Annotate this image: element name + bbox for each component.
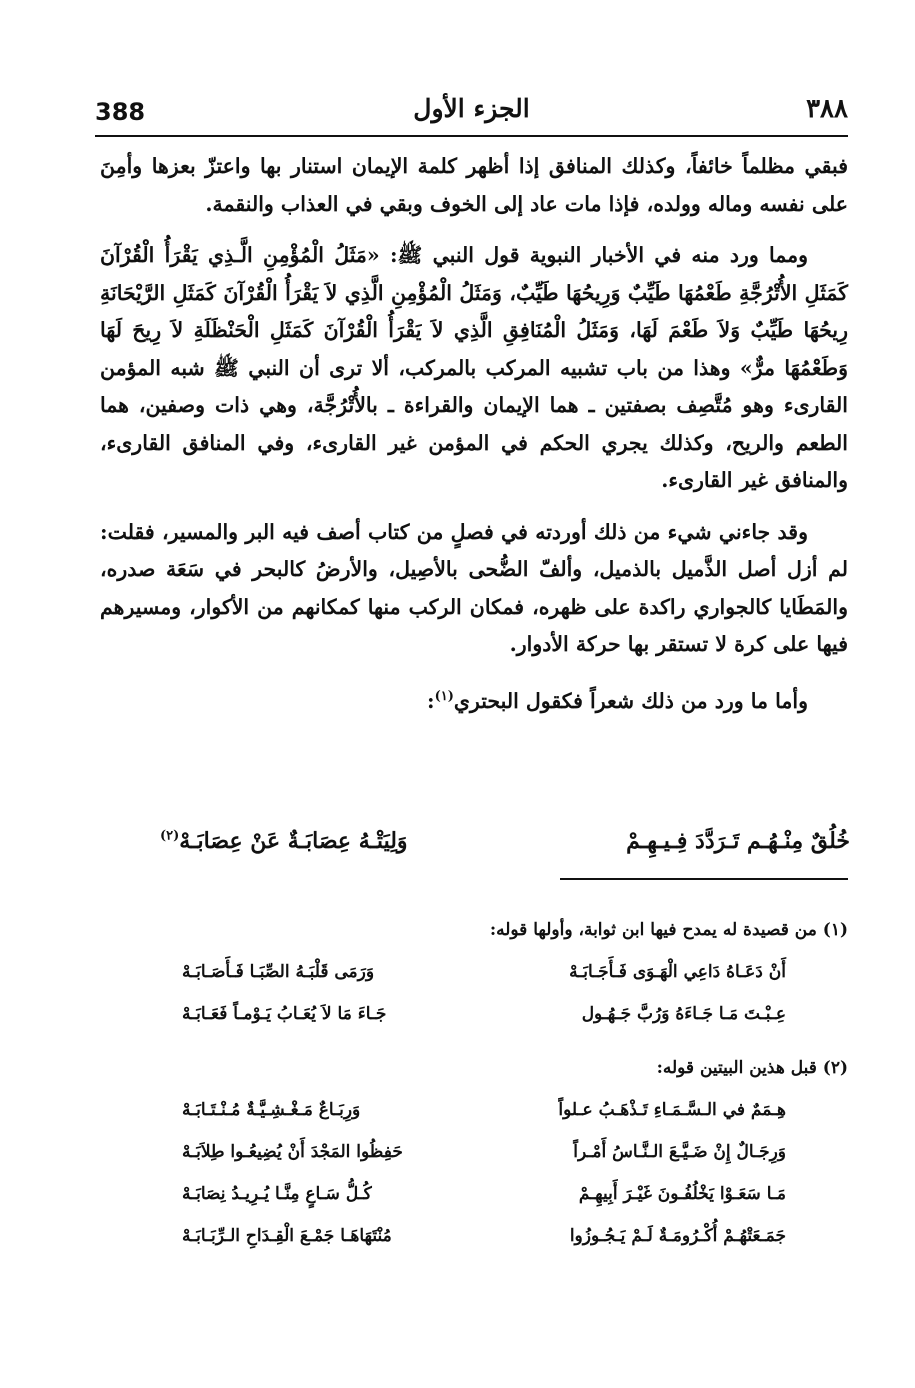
verse-line bbox=[100, 954, 848, 996]
footnote-rule bbox=[560, 878, 848, 880]
paragraph-2: ومما ورد منه في الأخبار النبوية قول النبي ﷺ: «مَثَلُ الْمُؤْمِنِ الَّـذِي يَقْرَأُ الْقُرْآنَ كَمَثَلِ الأُتْرُجَّةِ طَعْمُهَا طَيِّبٌ وَرِيحُهَا طَيِّبٌ، وَمَثَلُ الْمُؤْمِنِ الَّذِي لاَ يَقْرَأُ الْقُرْآنَ كَمَثَلِ الرَّيْحَانَةِ رِيحُهَا طَيِّبٌ وَلاَ طَعْمَ لَهَا، وَمَثَلُ الْمُنَافِقِ الَّذِي لاَ يَقْرَأُ الْقُرْآنَ كَمَثَلِ الْحَنْظَلَةِ لاَ رِيحَ لَهَا وَطَعْمُهَا مرٌّ» وهذا من باب تشبيه المركب بالمركب، ألا ترى أن النبي ﷺ شبه المؤمن القارىء وهو مُتَّصِف بصفتين ـ هما الإيمان والقراءة ـ بالأُتْرُجَّة، وهي ذات وصفين، هما الطعم والريح، وكذلك يجري الحكم في المؤمن غير القارىء، وفي المنافق القارىء، والمنافق غير القارىء. bbox=[100, 243, 848, 492]
footnote-ref-2: (٢) bbox=[160, 828, 180, 844]
page-number-latin: 388 bbox=[95, 98, 146, 126]
verse-hemistich-2: مُنْتَهَاهَـا جَمْـعَ الْقِـدَاحِ الـرِّبَـابَـهْ bbox=[182, 1226, 392, 1246]
verse-hemistich-2 bbox=[160, 828, 408, 854]
verse-line bbox=[100, 1218, 848, 1260]
verse-line bbox=[100, 1176, 848, 1218]
verse-hemistich-2: جَـاءَ مَا لاَ يُعَـابُ يَـوْمـاً فَعَـابَـهْ bbox=[182, 1004, 387, 1024]
verse-hemistich-1: هِـمَمٌ في الـسَّـمَـاءِ تَـذْهَـبُ عـلواً bbox=[558, 1100, 786, 1120]
verse-hemistich-1: عِـبْـتَ مَـا جَـاءَهُ وَرُبَّ جَـهُـول bbox=[581, 1004, 786, 1024]
verse-hemistich-2-text: وَلِيَتْـهُ عِصَابَـةٌ عَنْ عِصَابَـهْ bbox=[179, 828, 408, 854]
footnote-2-verses bbox=[100, 1092, 848, 1260]
verse-hemistich-2: كُـلُّ سَـاعٍ مِنَّـا يُـرِيـدُ نِصَابَـهْ bbox=[182, 1184, 372, 1204]
running-title: الجزء الأول bbox=[413, 94, 530, 123]
verse-hemistich-1: جَمَـعَتْهُـمْ أُكْـرُومَـةٌ لَـمْ يَـجُـوزُوا bbox=[569, 1226, 786, 1246]
verse-hemistich-1: أَنْ دَعَـاهُ دَاعِي الْهَـوَى فَـأَجَـابَـهْ bbox=[569, 962, 786, 982]
paragraph-4-end: : bbox=[426, 688, 435, 713]
footnotes bbox=[100, 920, 848, 1260]
page-header bbox=[95, 92, 848, 132]
paragraph-4 bbox=[100, 678, 848, 720]
page-number-arabic: ٣٨٨ bbox=[806, 94, 848, 124]
main-verse bbox=[160, 826, 850, 872]
verse-hemistich-2: وَرِبَـاعٌ مَـغْـشِـيَّـةٌ مُـنْـتَـابَـهْ bbox=[182, 1100, 361, 1120]
verse-line bbox=[100, 996, 848, 1038]
header-rule bbox=[95, 135, 848, 137]
paragraph-4-text: وأما ما ورد من ذلك شعراً فكقول البحتري bbox=[453, 688, 808, 713]
footnote-1: (١) من قصيدة له يمدح فيها ابن ثوابة، وأولها قوله: bbox=[489, 920, 848, 940]
verse-hemistich-2: حَفِظُوا المَجْدَ أَنْ يُضِيعُـوا طِلاَبَـهْ bbox=[182, 1142, 403, 1162]
verse-hemistich-1: مَـا سَعَـوْا يَخْلُفُـونَ غَيْـرَ أَبِيهِـمْ bbox=[578, 1184, 786, 1204]
verse-line bbox=[100, 1134, 848, 1176]
footnote-1-verses bbox=[100, 954, 848, 1038]
verse-line bbox=[100, 1092, 848, 1134]
footnote-ref-1: (١) bbox=[434, 688, 454, 704]
verse-hemistich-2: وَرَمَى قَلْبَـهُ الصِّبَـا فَـأَصَـابَـهْ bbox=[182, 962, 375, 982]
paragraph-3: وقد جاءني شيء من ذلك أوردته في فصلٍ من كتاب أصف فيه البر والمسير، فقلت: لم أزل أصل الذَّميل بالذميل، وألفّ الضُّحى بالأصِيل، والأرضُ كالبحر في سَعَة صدره، والمَطَايا كالجواري راكدة على ظهره، فمكان الركب منها كمكانهم من الأكوار، ومسيرهم فيها على كرة لا تستقر بها حركة الأدوار. bbox=[100, 519, 848, 656]
paragraph-1: فبقي مظلماً خائفاً، وكذلك المنافق إذا أظهر كلمة الإيمان استنار بها واعتزّ بعزها وأمِنَ على نفسه وماله وولده، فإذا مات عاد إلى الخوف وبقي في العذاب والنقمة. bbox=[100, 154, 848, 216]
body-text bbox=[100, 148, 848, 720]
footnote-2: (٢) قبل هذين البيتين قوله: bbox=[656, 1058, 848, 1078]
verse-hemistich-1: خُلُقٌ مِنْـهُـم تَـرَدَّدَ فِـيـهِـمْ bbox=[626, 828, 850, 854]
verse-hemistich-1: وَرِجَـالٌ إِنْ ضَـيَّـعَ الـنَّـاسُ أَمْـراً bbox=[573, 1142, 786, 1162]
